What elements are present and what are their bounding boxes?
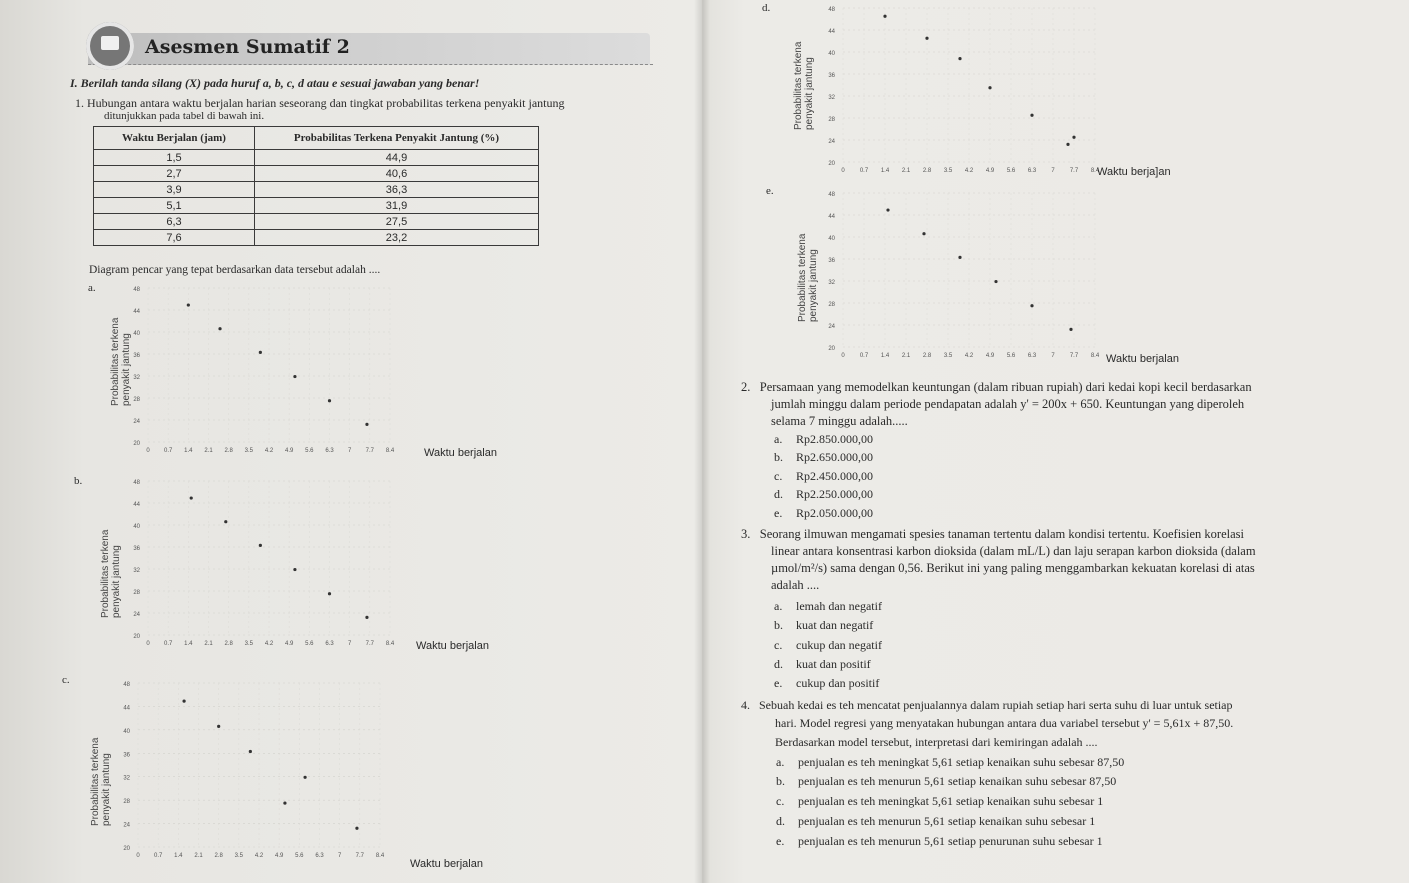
x-tick-label: 5.6 — [305, 641, 314, 647]
x-tick-label: 3.5 — [234, 853, 244, 859]
question-4-line3: Berdasarkan model tersebut, interpretasi dari kemiringan adalah .... — [775, 735, 1098, 749]
data-point — [886, 208, 889, 211]
table-cell: 40,6 — [255, 166, 539, 182]
x-tick-label: 0.7 — [153, 853, 163, 859]
data-point — [218, 327, 221, 330]
y-tick-label: 28 — [828, 117, 835, 123]
x-tick-label: 4.2 — [964, 353, 974, 359]
x-tick-label: 4.2 — [254, 853, 264, 859]
x-tick-label: 7.7 — [355, 853, 365, 859]
x-tick-label: 2.1 — [204, 448, 213, 454]
x-tick-label: 0 — [136, 853, 140, 859]
data-point — [958, 57, 961, 60]
data-point — [1069, 328, 1072, 331]
table-cell: 31,9 — [255, 198, 539, 214]
answer-text: penjualan es teh menurun 5,61 setiap kenaikan suhu sebesar 1 — [798, 814, 1096, 828]
data-point — [1030, 114, 1033, 117]
answer-text: Rp2.450.000,00 — [796, 469, 874, 483]
x-axis-label-b: Waktu berjalan — [416, 640, 489, 652]
question-3-text — [741, 527, 1244, 542]
y-axis-label-line2: penyakit jantung — [121, 333, 132, 406]
x-tick-label: 1.4 — [880, 168, 890, 174]
data-point — [259, 544, 262, 547]
option-letter-d: d. — [762, 2, 771, 14]
answer-text: kuat dan positif — [796, 657, 871, 671]
y-tick-label: 36 — [828, 73, 835, 79]
answer-text: penjualan es teh meningkat 5,61 setiap kenaikan suhu sebesar 87,50 — [798, 755, 1125, 769]
x-tick-label: 3.5 — [244, 448, 254, 454]
answer-letter: e. — [774, 676, 783, 690]
question-1-text-line2: ditunjukkan pada tabel di bawah ini. — [104, 110, 265, 122]
x-tick-label: 0 — [841, 353, 845, 359]
x-tick-label: 2.1 — [901, 168, 911, 174]
answer-option[interactable] — [774, 469, 873, 484]
x-tick-label: 4.2 — [964, 168, 974, 174]
y-tick-label: 36 — [133, 353, 140, 359]
question-2-line3: selama 7 minggu adalah..... — [771, 414, 908, 428]
answer-letter: b. — [774, 450, 783, 464]
answer-letter: b. — [774, 618, 783, 632]
table-header-row — [94, 127, 539, 150]
y-axis-label-c — [90, 738, 112, 826]
y-tick-label: 20 — [123, 846, 130, 852]
answer-option[interactable] — [774, 450, 873, 465]
data-point — [922, 232, 925, 235]
y-tick-label: 48 — [828, 192, 835, 198]
y-tick-label: 44 — [828, 29, 835, 35]
data-point — [365, 616, 368, 619]
x-axis-label-a: Waktu berjalan — [424, 447, 497, 459]
y-tick-label: 32 — [123, 775, 130, 782]
y-tick-label: 20 — [828, 161, 835, 167]
y-tick-label: 40 — [133, 524, 140, 530]
scatter-chart-c — [110, 675, 440, 865]
x-tick-label: 1.4 — [174, 853, 183, 859]
question-2-text — [741, 380, 1252, 395]
y-tick-label: 48 — [123, 682, 130, 688]
x-tick-label: 4.9 — [284, 641, 294, 647]
y-axis-label-d — [793, 42, 815, 130]
answer-option[interactable] — [774, 657, 871, 672]
question-1-prompt: Diagram pencar yang tepat berdasarkan data tersebut adalah .... — [89, 264, 381, 276]
answer-option[interactable] — [776, 834, 1103, 849]
y-axis-label-line1: Probabilitas terkena — [793, 41, 804, 130]
option-letter-e: e. — [766, 185, 774, 197]
option-letter-b: b. — [74, 475, 83, 487]
question-3-line3: µmol/m²/s) sama dengan 0,56. Berikut ini yang paling menggambarkan kekuatan korelasi di atas — [771, 561, 1255, 575]
question-4-line1: Sebuah kedai es teh mencatat penjualannya dalam rupiah setiap hari serta suhu di luar untuk setiap — [759, 698, 1233, 712]
x-tick-label: 8.4 — [375, 853, 385, 859]
answer-text: Rp2.850.000,00 — [796, 432, 874, 446]
x-tick-label: 0 — [146, 448, 150, 454]
x-tick-label: 0.7 — [163, 448, 173, 454]
data-point — [958, 256, 961, 259]
y-tick-label: 40 — [133, 331, 140, 337]
x-tick-label: 4.9 — [985, 168, 995, 174]
answer-letter: c. — [774, 638, 783, 652]
x-tick-label: 7 — [1051, 168, 1055, 174]
book-gutter — [694, 0, 710, 883]
question-3-line4: adalah .... — [771, 578, 820, 592]
x-tick-label: 1.4 — [184, 641, 193, 647]
x-tick-label: 0.7 — [859, 168, 869, 174]
y-tick-label: 28 — [133, 590, 140, 596]
y-tick-label: 36 — [828, 258, 835, 264]
x-tick-label: 8.4 — [385, 641, 395, 647]
table-cell: 5,1 — [94, 198, 255, 214]
question-3-line2: linear antara konsentrasi karbon dioksida (dalam mL/L) dan laju serapan karbon dioksida (dalam — [771, 544, 1256, 558]
y-tick-label: 36 — [123, 752, 130, 759]
x-tick-label: 2.8 — [922, 168, 932, 174]
answer-option[interactable] — [774, 506, 873, 521]
answer-letter: d. — [774, 487, 783, 501]
x-tick-label: 2.8 — [214, 853, 223, 859]
question-4-number: 4. — [741, 698, 750, 712]
y-axis-label-a — [110, 318, 132, 406]
table-cell: 23,2 — [255, 230, 539, 246]
answer-text: Rp2.650.000,00 — [796, 450, 874, 464]
answer-option[interactable] — [774, 618, 873, 633]
answer-text: kuat dan negatif — [796, 618, 874, 632]
data-point — [1066, 143, 1069, 146]
x-tick-label: 7.7 — [1069, 168, 1079, 174]
scatter-chart-a — [120, 280, 450, 460]
table-row — [94, 230, 539, 246]
x-tick-label: 7.7 — [365, 448, 375, 454]
x-tick-label: 8.4 — [1090, 353, 1100, 359]
book-icon — [101, 36, 119, 50]
y-tick-label: 28 — [123, 799, 130, 806]
y-axis-label-e — [797, 234, 819, 322]
x-tick-label: 2.8 — [224, 448, 233, 454]
y-axis-label-line1: Probabilitas terkena — [90, 737, 101, 826]
x-tick-label: 3.5 — [244, 641, 254, 647]
y-tick-label: 24 — [828, 324, 835, 330]
option-letter-a: a. — [88, 282, 96, 294]
x-tick-label: 2.1 — [194, 853, 203, 859]
answer-text: lemah dan negatif — [796, 599, 882, 613]
question-4-line2: hari. Model regresi yang menyatakan hubungan antara dua variabel tersebut y' = 5,61x + 87,50. — [775, 716, 1234, 730]
y-axis-label-line1: Probabilitas terkena — [797, 233, 808, 322]
x-tick-label: 7 — [1051, 353, 1055, 359]
x-tick-label: 6.3 — [315, 853, 324, 859]
y-tick-label: 24 — [133, 612, 140, 618]
answer-option[interactable] — [774, 638, 882, 653]
data-point — [1030, 304, 1033, 307]
x-tick-label: 5.6 — [1006, 353, 1016, 359]
answer-letter: c. — [774, 469, 783, 483]
x-tick-label: 3.5 — [943, 168, 953, 174]
x-tick-label: 1.4 — [184, 448, 193, 454]
x-tick-label: 2.1 — [204, 641, 213, 647]
answer-text: Rp2.050.000,00 — [796, 506, 874, 520]
answer-letter: a. — [774, 432, 783, 446]
answer-option[interactable] — [776, 814, 1095, 829]
data-point — [217, 725, 220, 728]
question-3-number: 3. — [741, 527, 751, 541]
y-tick-label: 32 — [133, 375, 140, 381]
y-axis-label-line1: Probabilitas terkena — [110, 317, 121, 406]
table-cell: 44,9 — [255, 150, 539, 166]
table-header-cell: Waktu Berjalan (jam) — [94, 127, 255, 150]
y-tick-label: 44 — [133, 309, 140, 315]
y-tick-label: 24 — [123, 822, 130, 829]
answer-text: cukup dan negatif — [796, 638, 882, 652]
data-point — [293, 375, 296, 378]
data-point — [283, 801, 286, 804]
y-axis-label-line2: penyakit jantung — [111, 545, 122, 618]
x-tick-label: 4.2 — [264, 641, 274, 647]
question-1-text: 1. Hubungan antara waktu berjalan harian seseorang dan tingkat probabilitas terkena penyakit jantung — [75, 96, 565, 110]
data-point — [883, 15, 886, 18]
option-letter-c: c. — [62, 674, 70, 686]
table-cell: 2,7 — [94, 166, 255, 182]
x-axis-label-e: Waktu berjalan — [1106, 353, 1179, 365]
answer-option[interactable] — [774, 432, 873, 447]
data-point — [293, 568, 296, 571]
x-tick-label: 6.3 — [325, 641, 334, 647]
x-tick-label: 3.5 — [943, 353, 953, 359]
y-tick-label: 28 — [133, 397, 140, 403]
question-2-number: 2. — [741, 380, 751, 394]
y-tick-label: 28 — [828, 302, 835, 308]
answer-text: penjualan es teh meningkat 5,61 setiap kenaikan suhu sebesar 1 — [798, 794, 1104, 808]
x-tick-label: 6.3 — [1027, 353, 1037, 359]
x-tick-label: 6.3 — [325, 448, 334, 454]
table-row — [94, 214, 539, 230]
answer-text: penjualan es teh menurun 5,61 setiap kenaikan suhu sebesar 87,50 — [798, 774, 1117, 788]
x-axis-label-d: Waktu berja]an — [1097, 166, 1171, 178]
table-header-cell: Probabilitas Terkena Penyakit Jantung (%) — [255, 127, 539, 150]
x-tick-label: 0 — [841, 168, 845, 174]
x-tick-label: 4.9 — [985, 353, 995, 359]
answer-letter: e. — [776, 834, 785, 848]
data-point — [1072, 136, 1075, 139]
y-tick-label: 48 — [133, 480, 140, 486]
x-tick-label: 6.3 — [1027, 168, 1037, 174]
x-tick-label: 5.6 — [295, 853, 304, 859]
x-tick-label: 7 — [337, 853, 342, 859]
data-point — [365, 423, 368, 426]
data-point — [187, 303, 190, 306]
section-title: Asesmen Sumatif 2 — [145, 36, 350, 58]
y-tick-label: 20 — [133, 441, 140, 447]
x-tick-label: 8.4 — [385, 448, 395, 454]
data-point — [190, 496, 193, 499]
x-tick-label: 4.2 — [264, 448, 274, 454]
answer-letter: d. — [776, 814, 785, 828]
y-axis-label-b — [100, 530, 122, 618]
data-point — [259, 351, 262, 354]
y-tick-label: 32 — [828, 95, 835, 101]
y-tick-label: 44 — [133, 502, 140, 508]
y-tick-label: 20 — [133, 634, 140, 640]
x-tick-label: 0.7 — [163, 641, 173, 647]
x-tick-label: 7 — [347, 641, 352, 647]
answer-option[interactable] — [776, 755, 1124, 770]
y-tick-label: 20 — [828, 346, 835, 352]
data-point — [994, 280, 997, 283]
y-tick-label: 40 — [828, 236, 835, 242]
x-tick-label: 0 — [146, 641, 150, 647]
answer-letter: a. — [774, 599, 783, 613]
x-tick-label: 1.4 — [880, 353, 890, 359]
y-tick-label: 40 — [828, 51, 835, 57]
data-point — [328, 592, 331, 595]
data-point — [925, 37, 928, 40]
x-tick-label: 5.6 — [305, 448, 314, 454]
y-tick-label: 48 — [133, 287, 140, 293]
data-point — [249, 750, 252, 753]
answer-option[interactable] — [774, 676, 879, 691]
table-cell: 1,5 — [94, 150, 255, 166]
y-axis-label-line1: Probabilitas terkena — [100, 529, 111, 618]
scatter-chart-b — [120, 473, 450, 653]
answer-letter: e. — [774, 506, 783, 520]
data-table — [93, 126, 539, 246]
x-tick-label: 7.7 — [1069, 353, 1079, 359]
scatter-chart-e — [815, 185, 1155, 365]
question-4-text — [741, 698, 1233, 713]
table-cell: 6,3 — [94, 214, 255, 230]
instruction-text: I. Berilah tanda silang (X) pada huruf a, b, c, d atau e sesuai jawaban yang benar! — [70, 76, 480, 90]
table-row — [94, 182, 539, 198]
data-point — [328, 399, 331, 402]
answer-option[interactable] — [776, 794, 1103, 809]
answer-letter: c. — [776, 794, 785, 808]
y-tick-label: 32 — [828, 280, 835, 286]
x-tick-label: 4.9 — [274, 853, 284, 859]
y-tick-label: 48 — [828, 7, 835, 13]
answer-letter: a. — [776, 755, 785, 769]
answer-text: Rp2.250.000,00 — [796, 487, 874, 501]
x-tick-label: 2.1 — [901, 353, 911, 359]
y-tick-label: 44 — [123, 705, 130, 712]
data-point — [182, 700, 185, 703]
y-axis-label-line2: penyakit jantung — [101, 753, 112, 826]
y-tick-label: 40 — [123, 728, 130, 735]
table-cell: 36,3 — [255, 182, 539, 198]
answer-option[interactable] — [774, 599, 882, 614]
y-tick-label: 32 — [133, 568, 140, 574]
question-2-line1: Persamaan yang memodelkan keuntungan (dalam ribuan rupiah) dari kedai kopi kecil berdasarkan — [759, 380, 1252, 394]
table-row — [94, 166, 539, 182]
data-point — [303, 776, 306, 779]
x-tick-label: 2.8 — [224, 641, 233, 647]
x-tick-label: 7 — [347, 448, 352, 454]
answer-text: penjualan es teh menurun 5,61 setiap penurunan suhu sebesar 1 — [798, 834, 1103, 848]
table-cell: 7,6 — [94, 230, 255, 246]
data-point — [355, 827, 358, 830]
answer-letter: d. — [774, 657, 783, 671]
x-tick-label: 2.8 — [922, 353, 932, 359]
x-tick-label: 0.7 — [859, 353, 869, 359]
answer-option[interactable] — [776, 774, 1116, 789]
y-axis-label-line2: penyakit jantung — [808, 249, 819, 322]
y-tick-label: 24 — [133, 419, 140, 425]
x-axis-label-c: Waktu berjalan — [410, 858, 483, 870]
data-point — [224, 520, 227, 523]
scatter-chart-d — [815, 0, 1155, 180]
question-3-line1: Seorang ilmuwan mengamati spesies tanaman tertentu dalam kondisi tertentu. Koefisien korelasi — [759, 527, 1244, 541]
y-axis-label-line2: penyakit jantung — [804, 57, 815, 130]
header-divider — [88, 64, 653, 65]
answer-text: cukup dan positif — [796, 676, 880, 690]
x-tick-label: 4.9 — [284, 448, 294, 454]
x-tick-label: 5.6 — [1006, 168, 1016, 174]
x-tick-label: 8.4 — [1090, 168, 1100, 174]
answer-option[interactable] — [774, 487, 873, 502]
y-tick-label: 36 — [133, 546, 140, 552]
question-2-line2: jumlah minggu dalam periode pendapatan adalah y' = 200x + 650. Keuntungan yang diperoleh — [771, 397, 1245, 411]
x-tick-label: 7.7 — [365, 641, 375, 647]
answer-letter: b. — [776, 774, 785, 788]
table-cell: 27,5 — [255, 214, 539, 230]
table-cell: 3,9 — [94, 182, 255, 198]
y-tick-label: 44 — [828, 214, 835, 220]
data-point — [988, 86, 991, 89]
table-row — [94, 198, 539, 214]
table-row — [94, 150, 539, 166]
y-tick-label: 24 — [828, 139, 835, 145]
